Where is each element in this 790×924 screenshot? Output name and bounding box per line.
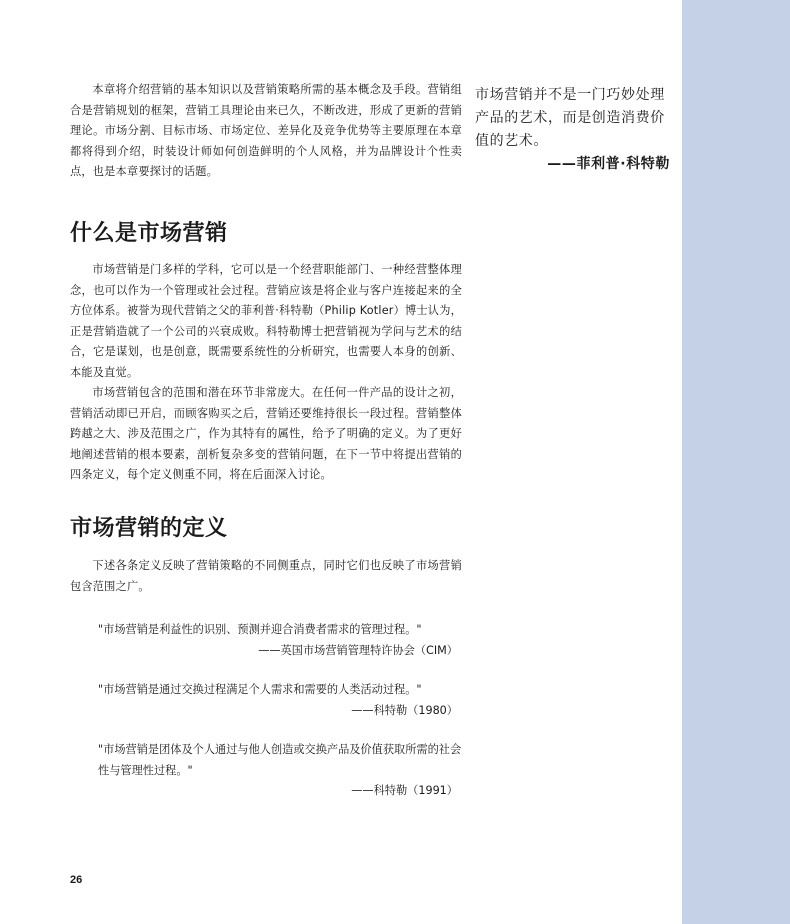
definition-quote-3 <box>70 740 462 802</box>
section2-body <box>70 556 462 597</box>
section2-heading-wrap <box>70 515 228 543</box>
definition-quote-text: "市场营销是利益性的识别、预测并迎合消费者需求的管理过程。" <box>98 623 422 636</box>
page-number: 26 <box>70 874 83 886</box>
definition-quote-text: "市场营销是团体及个人通过与他人创造或交换产品及价值获取所需的社会性与管理性过程。" <box>98 743 462 777</box>
side-quote-source: ——菲利普·科特勒 <box>547 156 670 172</box>
section1-body <box>70 260 462 486</box>
section2-heading: 市场营销的定义 <box>70 516 228 541</box>
definition-quote-1 <box>70 620 462 661</box>
section2-paragraph: 下述各条定义反映了营销策略的不同侧重点，同时它们也反映了市场营销包含范围之广。 <box>70 559 462 593</box>
intro-block <box>70 80 462 183</box>
definition-quote-source: ——科特勒（1991） <box>351 784 458 797</box>
side-quote-text: 市场营销并不是一门巧妙处理产品的艺术，而是创造消费价值的艺术。 <box>475 87 665 149</box>
intro-paragraph: 本章将介绍营销的基本知识以及营销策略所需的基本概念及手段。营销组合是营销规划的框架，营销工具理论由来已久，不断改进，形成了更新的营销理论。市场分割、目标市场、市场定位、差异化及竞争优势等主要原理在本章都将得到介绍，时装设计师如何创造鲜明的个人风格，并为品牌设计个性卖点，也是本章要探讨的话题。 <box>70 83 462 178</box>
section1-paragraph-2: 市场营销包含的范围和潜在环节非常庞大。在任何一件产品的设计之初，营销活动即已开启，而顾客购买之后，营销还要维持很长一段过程。营销整体跨越之大、涉及范围之广，作为其特有的属性，给予了明确的定义。为了更好地阐述营销的根本要素，剖析复杂多变的营销问题，在下一节中将提出营销的四条定义，每个定义侧重不同，将在后面深入讨论。 <box>70 386 462 481</box>
definition-quote-2 <box>70 680 462 721</box>
section1-paragraph-1: 市场营销是门多样的学科，它可以是一个经营职能部门、一种经营整体理念，也可以作为一个管理或社会过程。营销应该是将企业与客户连接起来的全方位体系。被誉为现代营销之父的菲利普·科特勒（Philip Kotler）博士认为，正是营销造就了一个公司的兴衰成败。科特勒博士把营销视为学问与艺术的结合，它是谋划，也是创意，既需要系统性的分析研究，也需要人本身的创新、本能及直觉。 <box>70 263 462 379</box>
side-quote <box>475 84 670 176</box>
section1-heading: 什么是市场营销 <box>70 221 228 246</box>
definition-quote-text: "市场营销是通过交换过程满足个人需求和需要的人类活动过程。" <box>98 683 422 696</box>
section1-heading-wrap <box>70 220 228 248</box>
definition-quote-source: ——科特勒（1980） <box>351 703 458 717</box>
definition-quote-source: ——英国市场营销管理特许协会（CIM） <box>258 643 458 657</box>
side-color-band <box>682 0 790 924</box>
